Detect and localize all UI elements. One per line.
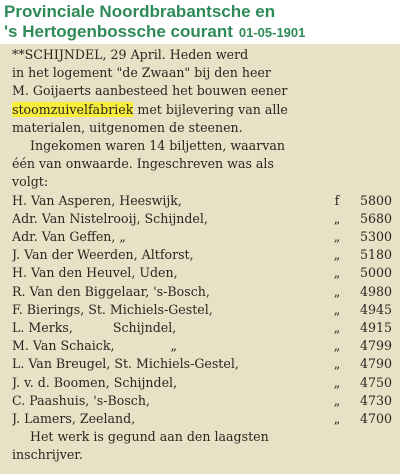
bid-currency: „ [333,374,341,390]
article-line: **SCHIJNDEL, 29 April. Heden werd [12,47,249,62]
bid-currency: „ [333,411,341,427]
bid-row [12,337,392,355]
bid-currency: „ [333,265,341,281]
bidder-name: J. v. d. Boomen, Schijndel, [12,374,178,390]
newspaper-header [4,2,396,43]
article-line-rest: met bijlevering van alle [133,101,288,117]
bid-row [12,392,392,410]
bid-amount: 5680 [359,210,392,226]
newspaper-clipping [0,44,400,474]
bidder-name: C. Paashuis, 's-Bosch, [12,392,150,408]
bidder-name: Adr. Van Geffen, „ [12,229,126,245]
bidder-name: H. Van Asperen, Heeswijk, [12,192,182,208]
bid-row [12,210,392,228]
bidder-name: J. Lamers, Zeeland, [12,411,136,427]
bid-row [12,410,392,428]
article-line: materialen, uitgenomen de steenen. [12,119,243,135]
bidder-name: L. Merks, Schijndel, [12,320,177,336]
bid-row [12,246,392,264]
bid-amount: 5300 [359,229,392,245]
bid-currency: „ [333,229,341,245]
bidder-name: F. Bierings, St. Michiels-Gestel, [12,301,213,317]
bid-row [12,192,392,210]
bid-currency: „ [333,301,341,317]
bid-row [12,283,392,301]
bid-amount: 4799 [359,338,392,354]
article-line: volgt: [12,174,49,190]
bidder-name: L. Van Breugel, St. Michiels-Gestel, [12,356,239,372]
bid-amount: 4790 [359,356,392,372]
bid-amount: 4730 [359,392,392,408]
article-line: M. Goijaerts aanbesteed het bouwen eener [12,83,288,99]
bid-currency: „ [333,283,341,299]
article-line: Ingekomen waren 14 biljetten, waarvan [30,138,285,154]
bidder-name: M. Van Schaick, „ [12,338,178,354]
bid-row [12,301,392,319]
bid-list [12,192,392,429]
article-line [12,101,392,119]
bid-amount: 4700 [359,411,392,427]
article-line: inschrijver. [12,447,83,463]
bid-currency: „ [333,320,341,336]
article-line: Het werk is gegund aan den laagsten [30,429,269,445]
bid-currency: „ [333,338,341,354]
article-line: in het logement "de Zwaan" bij den heer [12,65,271,81]
bidder-name: H. Van den Heuvel, Uden, [12,265,178,281]
bid-currency: „ [333,392,341,408]
bid-row [12,264,392,282]
bid-currency: f [334,192,340,208]
bid-row [12,228,392,246]
bidder-name: Adr. Van Nistelrooij, Schijndel, [12,210,208,226]
newspaper-title-line2: 's Hertogenbossche courant [4,22,233,41]
bid-row [12,355,392,373]
article-line: één van onwaarde. Ingeschreven was als [12,156,274,172]
bid-amount: 4750 [359,374,392,390]
bidder-name: R. Van den Biggelaar, 's-Bosch, [12,283,210,299]
bid-amount: 5180 [359,247,392,263]
newspaper-title-line1: Provinciale Noordbrabantsche en [4,2,276,21]
bid-row [12,319,392,337]
bid-row [12,374,392,392]
bid-amount: 4980 [359,283,392,299]
bid-currency: „ [333,210,341,226]
highlighted-term: stoomzuivelfabriek [12,101,134,117]
bid-amount: 5000 [359,265,392,281]
bid-amount: 4915 [359,320,392,336]
publication-date: 01-05-1901 [238,25,306,40]
bid-currency: „ [333,356,341,372]
bid-amount: 4945 [359,301,392,317]
bidder-name: J. Van der Weerden, Altforst, [12,247,194,263]
bid-currency: „ [333,247,341,263]
bid-amount: 5800 [359,192,392,208]
